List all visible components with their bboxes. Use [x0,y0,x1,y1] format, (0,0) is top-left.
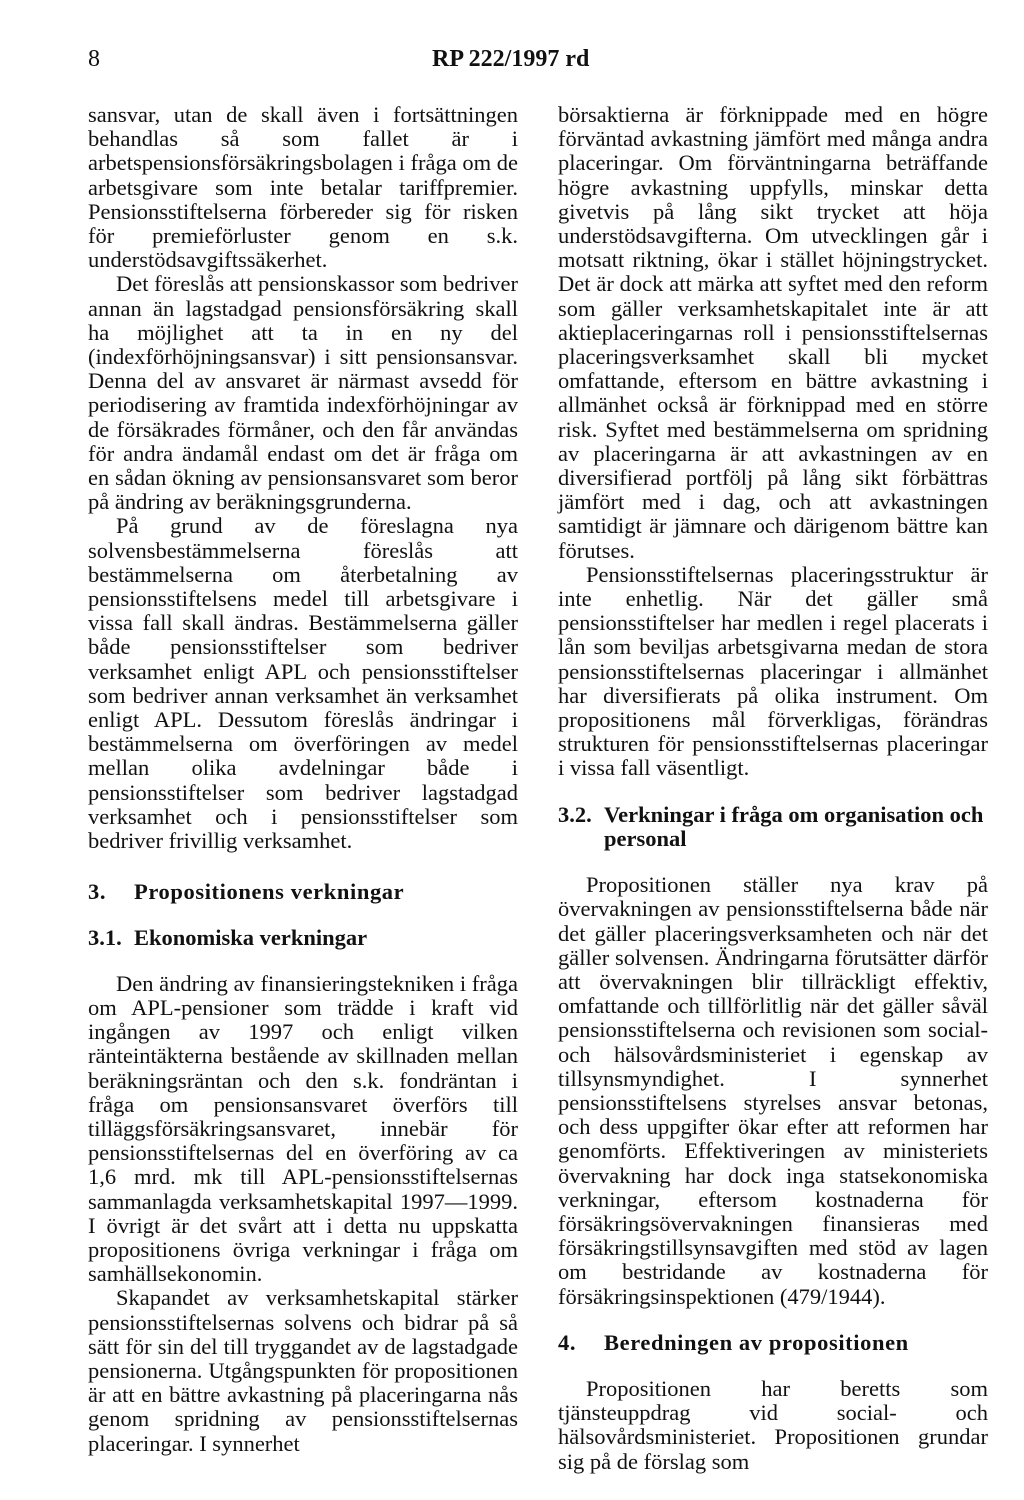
section-title: Beredningen av propositionen [604,1329,909,1355]
section-title: Propositionens verkningar [134,879,405,905]
paragraph: Den ändring av finansieringstekniken i fråga om APL-pensioner som trädde i kraft vid ingången av 1997 och enligt vilken ränteintäkterna bestående av skillnaden mellan beräkningsräntan och den s.k. fondräntan i fråga om pensionsansvaret överförs till tilläggsförsäkringsansvaret, innebär för pensionsstiftelsernas del en överföring av ca 1,6 mrd. mk till APL-pensionsstiftelsernas sammanlagda verksamhetskapital 1997—1999. I övrigt är det svårt att i detta nu uppskatta propositionens övriga verkningar i fråga om samhällsekonomin. [88,970,518,1287]
document-reference: RP 222/1997 rd [432,46,590,72]
section-number: 3.1. [88,924,122,950]
paragraph: Pensionsstiftelsernas placeringsstruktur är inte enhetlig. När det gäller små pensionsstiftelser har medlen i regel placerats i lån som beviljas arbetsgivarna medan de stora pensionsstiftelsernas placeringar i allmänhet har diversifierats på olika instrument. Om propositionens mål förverkligas, förändras strukturen för pensionsstiftelsernas placeringar i vissa fall väsentligt. [558,561,988,781]
section-heading-3-1 [88,926,518,950]
section-number: 3. [88,879,107,905]
section-title: Verkningar i fråga om organisation och personal [604,801,984,851]
paragraph: börsaktierna är förknippade med en högre förväntad avkastning jämfört med många andra placeringar. Om förväntningarna beträffande högre avkastning uppfylls, minskar detta givetvis på lång sikt trycket att höja understödsavgifterna. Om utvecklingen går i motsatt riktning, ökar i stället höjningstrycket. Det är dock att märka att syftet med den reform som gäller verksamhetskapitalet inte är att aktieplaceringarnas roll i pensionsstiftelsernas placeringsverksamhet skall bli mycket omfattande, eftersom en bättre avkastning i allmänhet också är förknippad med en större risk. Syftet med bestämmelserna om spridning av placeringarna är att avkastningen av en diversifierad portfölj på lång sikt förbättras jämfört med i dag, och att avkastningen samtidigt är jämnare och därigenom bättre kan förutses. [558,102,988,563]
paragraph: sansvar, utan de skall även i fortsättningen behandlas så som fallet är i arbetspensionsförsäkringsbolagen i fråga om de arbetsgivare som inte betalar tariffpremier. Pensionsstiftelserna förbereder sig för risken för premieförluster genom en s.k. understödsavgiftssäkerhet. [88,102,518,273]
paragraph: Propositionen har beretts som tjänsteuppdrag vid social- och hälsovårdsministeriet. Propositionen grundar sig på de förslag som [558,1375,988,1474]
paragraph: På grund av de föreslagna nya solvensbestämmelserna föreslås att bestämmelserna om återbetalning av pensionsstiftelsens medel till arbetsgivare i vissa fall skall ändras. Bestämmelserna gäller både pensionsstiftelser som bedriver verksamhet enligt APL och pensionsstiftelser som bedriver annan verksamhet än verksamhet enligt APL. Dessutom föreslås ändringar i bestämmelserna om överföringen av medel mellan olika avdelningar både i pensionsstiftelser som bedriver lagstadgad verksamhet och i pensionsstiftelser som bedriver frivillig verksamhet. [88,513,518,854]
paragraph: Propositionen ställer nya krav på övervakningen av pensionsstiftelserna både när det gäller placeringsverksamheten och när det gäller solvensen. Ändringarna förutsätter därför att övervakningen blir tillräckligt effektiv, omfattande och tillförlitlig när det gäller såväl pensionsstiftelserna och revisionen som social- och hälsovårdsministeriet i egenskap av tillsynsmyndighet. I synnerhet pensionsstiftelsens styrelses ansvar betonas, och dess uppgifter ökar efter att reformen har genomförts. Effektiveringen av ministeriets övervakning har dock inga statsekonomiska verkningar, eftersom kostnaderna för försäkringsövervakningen finansieras med försäkringstillsynsavgiften med stöd av lagen om bestridande av kostnaderna för försäkringsinspektionen (479/1944). [558,872,988,1309]
paragraph: Skapandet av verksamhetskapital stärker pensionsstiftelsernas solvens och bidrar på så sätt för sin del till tryggandet av de lagstadgade pensionerna. Utgångspunkten för propositionen är att en bättre avkastning på placeringarna nås genom spridning av pensionsstiftelsernas placeringar. I synnerhet [88,1285,518,1456]
paragraph: Det föreslås att pensionskassor som bedriver annan än lagstadgad pensionsförsäkring skall ha möjlighet att ta in en ny del (indexförhöjningsansvar) i sitt pensionsansvar. Denna del av ansvaret är närmast avsedd för periodisering av framtida indexförhöjningar av de försäkrades förmåner, och den får användas för andra ändamål endast om det är fråga om en sådan ökning av pensionsansvaret som beror på ändring av beräkningsgrunderna. [88,271,518,515]
section-number: 4. [558,1329,577,1355]
right-column [558,103,988,1474]
page-number: 8 [88,46,100,72]
section-heading-4 [558,1331,988,1355]
section-title: Ekonomiska verkningar [134,924,368,950]
section-heading-3-2 [558,803,988,851]
section-number: 3.2. [558,801,592,827]
left-column [88,103,518,1456]
section-heading-3 [88,880,518,904]
